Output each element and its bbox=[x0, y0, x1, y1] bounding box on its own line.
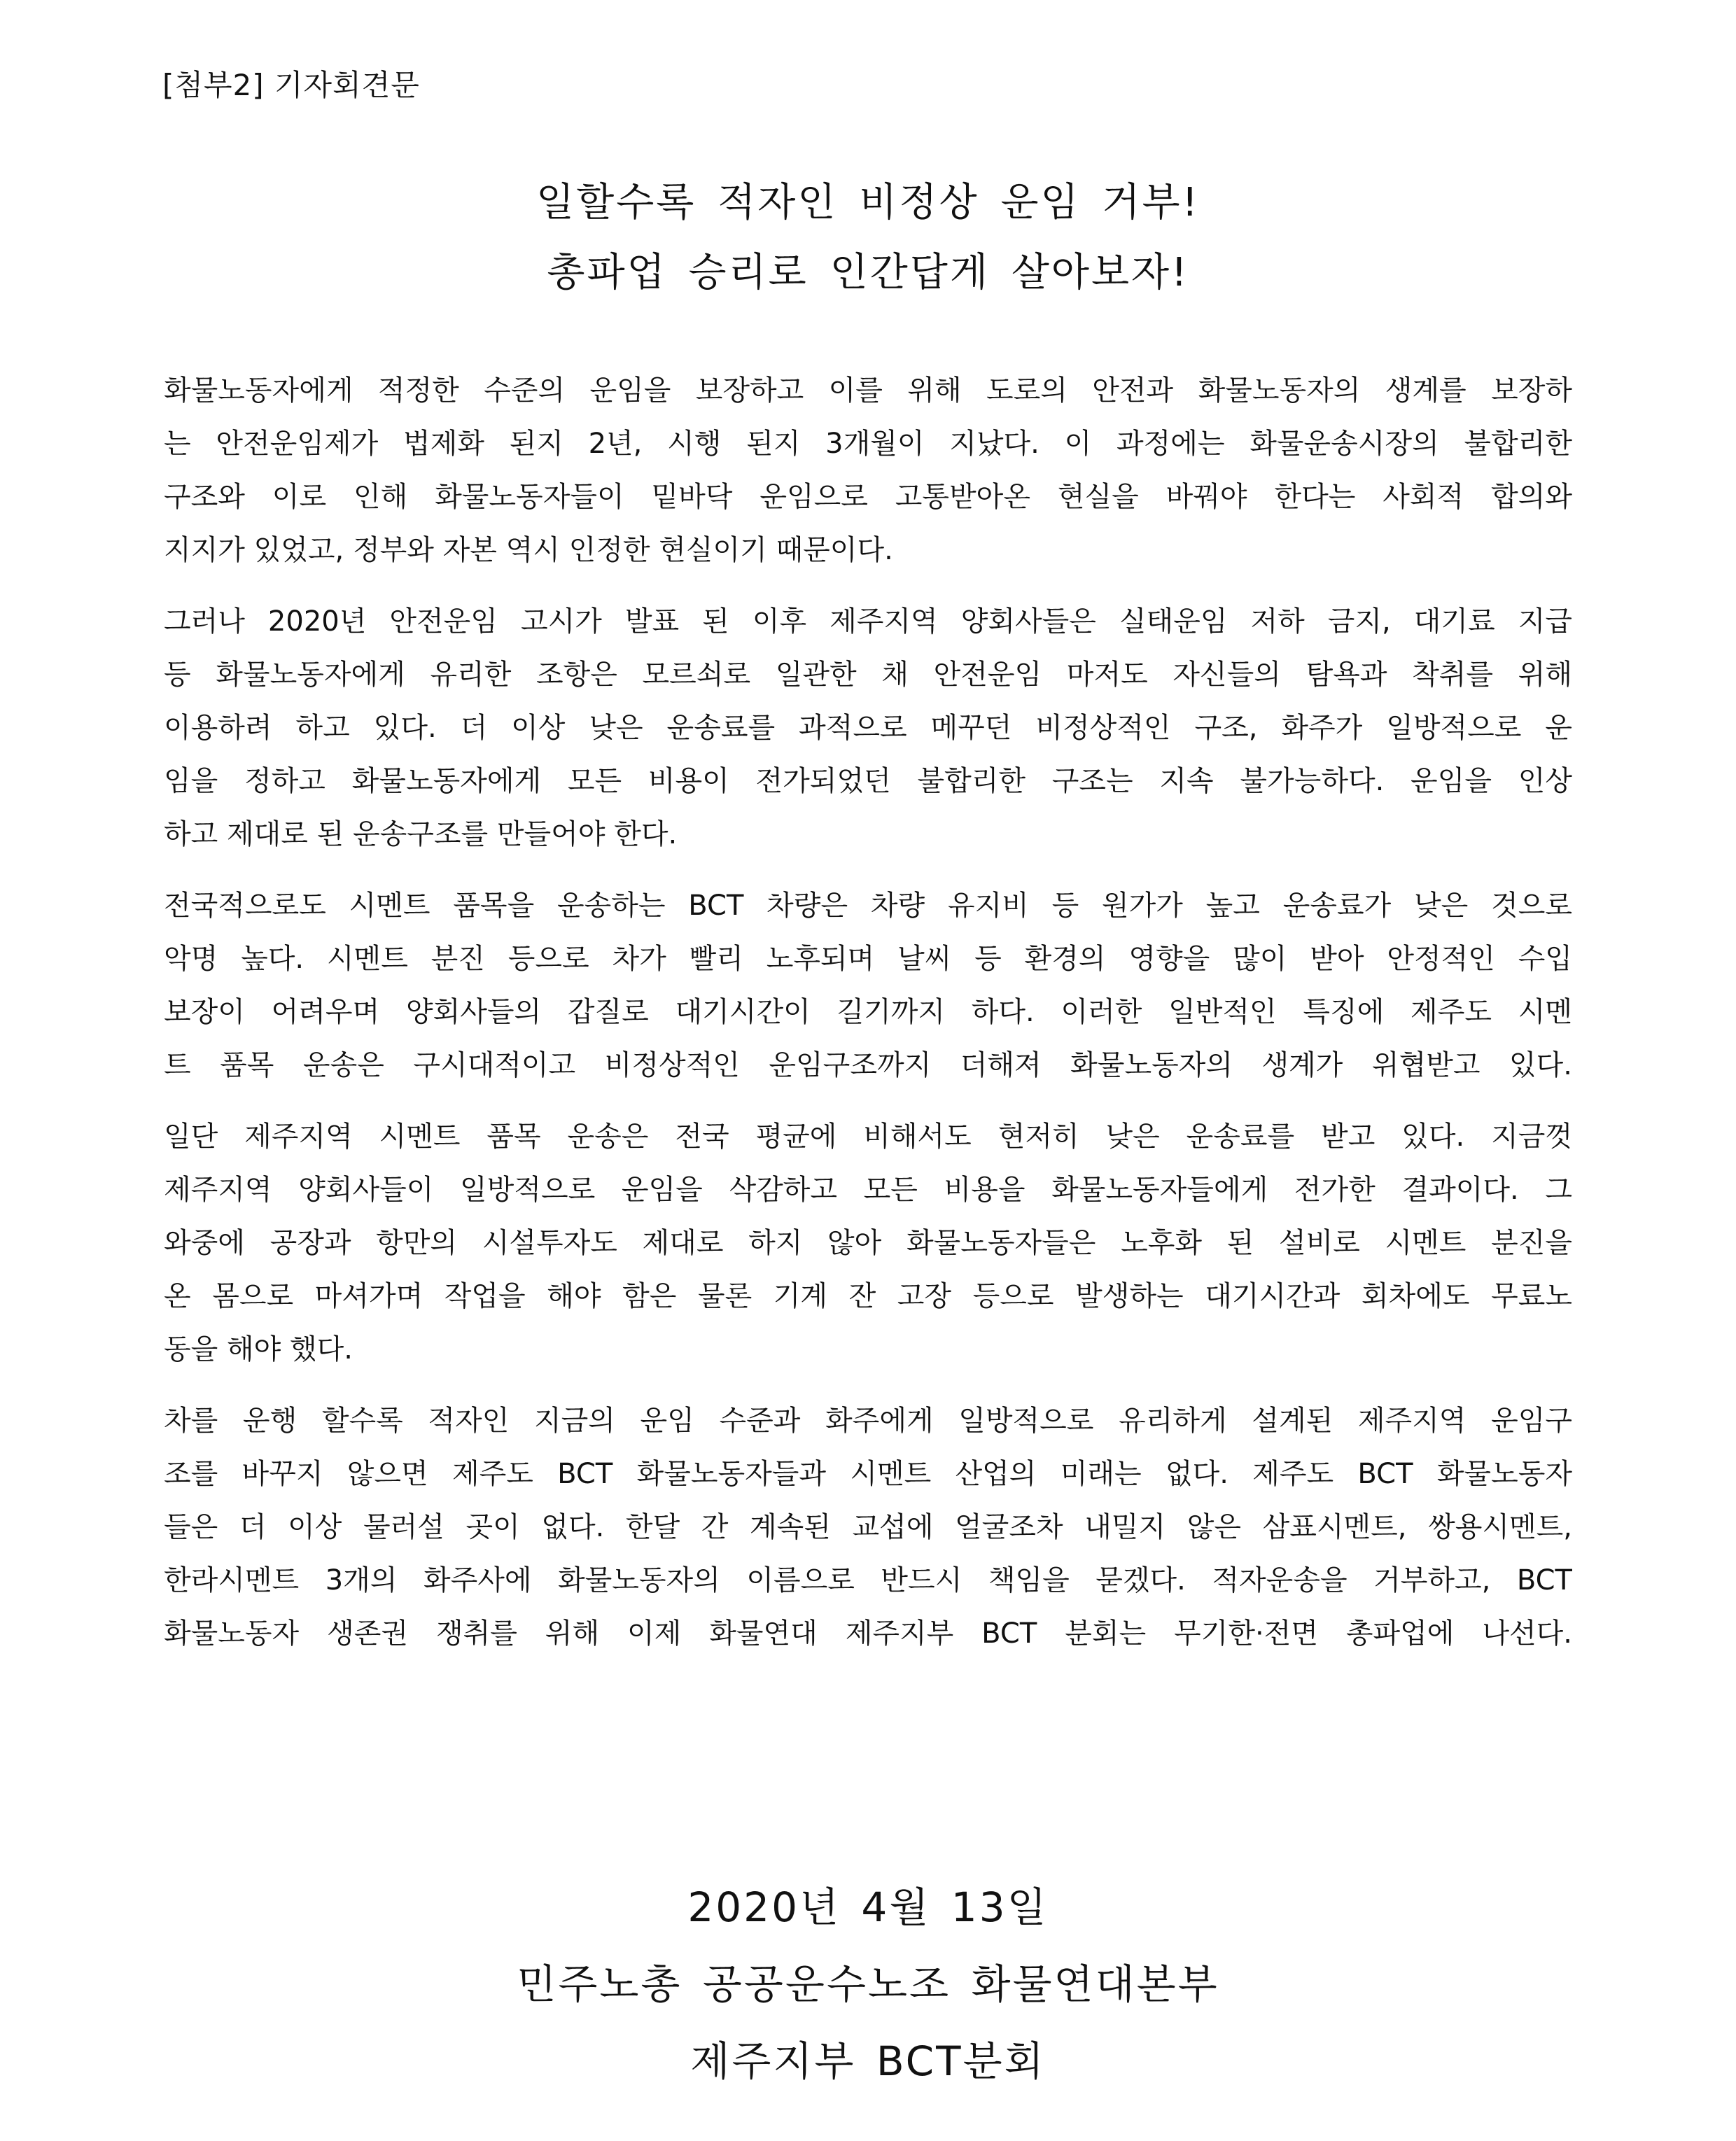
paragraph-3 bbox=[164, 879, 1572, 1092]
organization-name: 민주노총 공공운수노조 화물연대본부 bbox=[517, 1960, 1219, 2008]
signature-block bbox=[0, 1869, 1736, 2100]
title-line-2: 총파업 승리로 인간답게 살아보자! bbox=[547, 250, 1189, 295]
branch-name: 제주지부 BCT분회 bbox=[690, 2037, 1046, 2085]
paragraph-line: 화물노동자 생존권 쟁취를 위해 이제 화물연대 제주지부 BCT 분회는 무기한·전면 총파업에 나선다. bbox=[164, 1617, 1572, 1650]
paragraph-line: 차를 운행 할수록 적자인 지금의 운임 수준과 화주에게 일방적으로 유리하게 설계된 제주지역 운임구 bbox=[164, 1405, 1572, 1437]
paragraph-line: 등 화물노동자에게 유리한 조항은 모르쇠로 일관한 채 안전운임 마저도 자신들의 탐욕과 착취를 위해 bbox=[164, 659, 1572, 691]
paragraph-1 bbox=[164, 364, 1572, 577]
paragraph-line: 트 품목 운송은 구시대적이고 비정상적인 운임구조까지 더해져 화물노동자의 생계가 위협받고 있다. bbox=[164, 1049, 1572, 1081]
paragraph-line: 임을 정하고 화물노동자에게 모든 비용이 전가되었던 불합리한 구조는 지속 불가능하다. 운임을 인상 bbox=[164, 765, 1572, 797]
paragraph-4 bbox=[164, 1110, 1572, 1376]
paragraph-line: 조를 바꾸지 않으면 제주도 BCT 화물노동자들과 시멘트 산업의 미래는 없다. 제주도 BCT 화물노동자 bbox=[164, 1458, 1572, 1490]
paragraph-line: 보장이 어려우며 양회사들의 갑질로 대기시간이 길기까지 하다. 이러한 일반적인 특징에 제주도 시멘 bbox=[164, 996, 1572, 1028]
paragraph-line: 화물노동자에게 적정한 수준의 운임을 보장하고 이를 위해 도로의 안전과 화물노동자의 생계를 보장하 bbox=[164, 374, 1572, 407]
paragraph-2 bbox=[164, 595, 1572, 861]
paragraph-line: 악명 높다. 시멘트 분진 등으로 차가 빨리 노후되며 날씨 등 환경의 영향을 많이 받아 안정적인 수입 bbox=[164, 943, 1572, 975]
attachment-label: [첨부2] 기자회견문 bbox=[162, 68, 420, 102]
paragraph-line: 구조와 이로 인해 화물노동자들이 밑바닥 운임으로 고통받아온 현실을 바꿔야 한다는 사회적 합의와 bbox=[164, 481, 1572, 513]
paragraph-line: 와중에 공장과 항만의 시설투자도 제대로 하지 않아 화물노동자들은 노후화 된 설비로 시멘트 분진을 bbox=[164, 1227, 1572, 1259]
paragraph-line: 한라시멘트 3개의 화주사에 화물노동자의 이름으로 반드시 책임을 묻겠다. 적자운송을 거부하고, BCT bbox=[164, 1564, 1572, 1596]
paragraph-line: 지지가 있었고, 정부와 자본 역시 인정한 현실이기 때문이다. bbox=[164, 534, 893, 566]
paragraph-line: 온 몸으로 마셔가며 작업을 해야 함은 물론 기계 잔 고장 등으로 발생하는 대기시간과 회차에도 무료노 bbox=[164, 1280, 1572, 1312]
paragraph-line: 는 안전운임제가 법제화 된지 2년, 시행 된지 3개월이 지났다. 이 과정에는 화물운송시장의 불합리한 bbox=[164, 428, 1572, 460]
body-text bbox=[164, 364, 1572, 1678]
paragraph-line: 일단 제주지역 시멘트 품목 운송은 전국 평균에 비해서도 현저히 낮은 운송료를 받고 있다. 지금껏 bbox=[164, 1121, 1572, 1153]
paragraph-line: 하고 제대로 된 운송구조를 만들어야 한다. bbox=[164, 818, 678, 850]
issue-date: 2020년 4월 13일 bbox=[687, 1883, 1049, 1931]
paragraph-line: 동을 해야 했다. bbox=[164, 1333, 353, 1366]
paragraph-line: 이용하려 하고 있다. 더 이상 낮은 운송료를 과적으로 메꾸던 비정상적인 구조, 화주가 일방적으로 운 bbox=[164, 712, 1572, 744]
paragraph-line: 전국적으로도 시멘트 품목을 운송하는 BCT 차량은 차량 유지비 등 원가가 높고 운송료가 낮은 것으로 bbox=[164, 890, 1572, 922]
paragraph-line: 그러나 2020년 안전운임 고시가 발표 된 이후 제주지역 양회사들은 실태운임 저하 금지, 대기료 지급 bbox=[164, 605, 1572, 638]
document-title bbox=[0, 168, 1736, 308]
title-line-1: 일할수록 적자인 비정상 운임 거부! bbox=[536, 180, 1200, 225]
paragraph-5 bbox=[164, 1394, 1572, 1660]
paragraph-line: 제주지역 양회사들이 일방적으로 운임을 삭감하고 모든 비용을 화물노동자들에게 전가한 결과이다. 그 bbox=[164, 1174, 1572, 1206]
paragraph-line: 들은 더 이상 물러설 곳이 없다. 한달 간 계속된 교섭에 얼굴조차 내밀지 않은 삼표시멘트, 쌍용시멘트, bbox=[164, 1511, 1572, 1543]
